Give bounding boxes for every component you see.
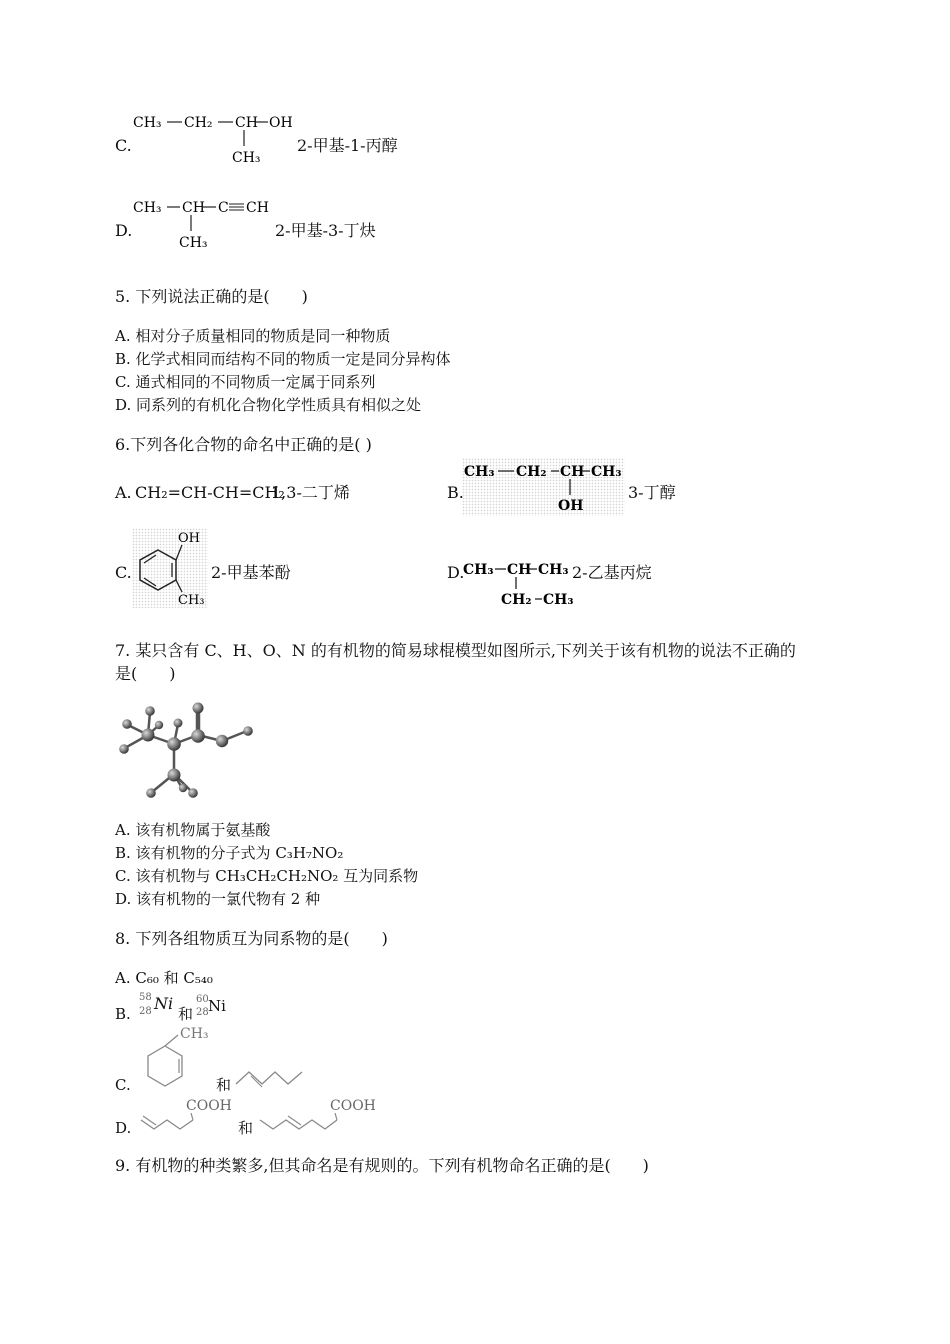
svg-text:CH₂: CH₂	[501, 592, 532, 608]
svg-text:CH₃: CH₃	[179, 235, 208, 251]
svg-text:CH₃: CH₃	[543, 592, 574, 608]
q5-optD: D. 同系列的有机化合物化学性质具有相似之处	[115, 396, 422, 414]
q4-optC-structure	[130, 108, 295, 170]
svg-text:CH₃: CH₃	[591, 464, 622, 480]
q8-optD-letter: D.	[115, 1119, 132, 1137]
q5-optB: B. 化学式相同而结构不同的物质一定是同分异构体	[115, 350, 451, 368]
atoms	[119, 703, 253, 798]
q6-stem: 6.下列各化合物的命名中正确的是( )	[115, 435, 372, 454]
q8-optC-and: 和	[216, 1076, 232, 1094]
q8-optD-acid1	[136, 1094, 240, 1134]
svg-text:OH: OH	[269, 115, 293, 131]
svg-text:COOH: COOH	[330, 1098, 376, 1114]
q4-optC-letter: C.	[115, 136, 132, 155]
q8-optA: A. C₆₀ 和 C₅₄₀	[115, 969, 213, 987]
svg-text:CH₂: CH₂	[516, 464, 547, 480]
svg-text:OH: OH	[178, 531, 200, 546]
svg-text:COOH: COOH	[186, 1098, 232, 1114]
q6-optD-letter: D.	[447, 563, 465, 582]
q4-optD-name: 2-甲基-3-丁炔	[275, 221, 376, 240]
q8-optD-and: 和	[238, 1119, 254, 1137]
svg-text:CH₃: CH₃	[538, 562, 569, 578]
q5-optA: A. 相对分子质量相同的物质是同一种物质	[115, 327, 391, 345]
svg-text:CH: CH	[235, 115, 258, 131]
q4-optD-letter: D.	[115, 221, 133, 240]
ball-stick-model	[108, 698, 258, 806]
q6-optD-name: 2-乙基丙烷	[572, 563, 652, 582]
svg-text:CH₃: CH₃	[463, 562, 494, 578]
q8-optB-and: 和	[178, 1005, 194, 1023]
q7-optB: B. 该有机物的分子式为 C₃H₇NO₂	[115, 844, 344, 862]
svg-text:CH₂: CH₂	[184, 115, 213, 131]
svg-text:CH₃: CH₃	[133, 200, 162, 216]
q8-optB-mass2: 60	[196, 994, 209, 1005]
q8-optB-sym1: Ni	[154, 994, 174, 1013]
q8-optC-zigzag-alkene	[232, 1064, 307, 1090]
q6-optC-structure	[132, 528, 208, 608]
q6-optD-structure	[462, 556, 574, 608]
q7-stem-line1: 7. 某只含有 C、H、O、N 的有机物的简易球棍模型如图所示,下列关于该有机物的说法不正确的	[115, 641, 796, 660]
svg-text:CH₃: CH₃	[464, 464, 495, 480]
q6-optB-structure	[462, 458, 625, 516]
q9-stem: 9. 有机物的种类繁多,但其命名是有规则的。下列有机物命名正确的是( )	[115, 1156, 649, 1175]
q7-optC: C. 该有机物与 CH₃CH₂CH₂NO₂ 互为同系物	[115, 867, 419, 885]
q6-optA-name: 1,3-二丁烯	[271, 483, 350, 502]
q8-optB-letter: B.	[115, 1005, 131, 1023]
q6-optC-letter: C.	[115, 563, 132, 582]
q5-optC: C. 通式相同的不同物质一定属于同系列	[115, 373, 376, 391]
q8-optC-letter: C.	[115, 1076, 131, 1094]
svg-text:CH: CH	[507, 562, 532, 578]
q6-optB-name: 3-丁醇	[628, 483, 676, 502]
q6-optB-letter: B.	[447, 483, 464, 502]
q4-optD-structure	[130, 193, 275, 255]
q8-stem: 8. 下列各组物质互为同系物的是( )	[115, 929, 388, 948]
q8-optC-methylcyclohexene	[132, 1022, 212, 1094]
svg-text:CH₃: CH₃	[232, 150, 261, 166]
svg-text:C: C	[218, 200, 229, 216]
svg-text:CH: CH	[182, 200, 205, 216]
svg-text:CH₃: CH₃	[180, 1026, 209, 1042]
q5-stem: 5. 下列说法正确的是( )	[115, 287, 308, 306]
q6-optA-formula: CH₂=CH-CH=CH₂	[135, 483, 285, 502]
q6-optA-letter: A.	[115, 483, 132, 502]
svg-text:OH: OH	[558, 498, 584, 514]
svg-text:CH: CH	[560, 464, 585, 480]
svg-text:CH₃: CH₃	[133, 115, 162, 131]
svg-text:CH₃: CH₃	[178, 593, 205, 608]
q8-optB-z1: 28	[139, 1006, 152, 1017]
q7-optA: A. 该有机物属于氨基酸	[115, 821, 271, 839]
q8-optD-acid2	[256, 1094, 381, 1134]
q7-stem-line2: 是( )	[115, 664, 176, 683]
q4-optC-name: 2-甲基-1-丙醇	[297, 136, 398, 155]
q8-optB-sym2: Ni	[208, 997, 226, 1015]
q6-optC-name: 2-甲基苯酚	[211, 563, 291, 582]
svg-text:CH: CH	[246, 200, 269, 216]
q7-optD: D. 该有机物的一氯代物有 2 种	[115, 890, 321, 908]
q8-optB-mass1: 58	[139, 992, 152, 1003]
q8-optB-z2: 28	[196, 1007, 209, 1018]
